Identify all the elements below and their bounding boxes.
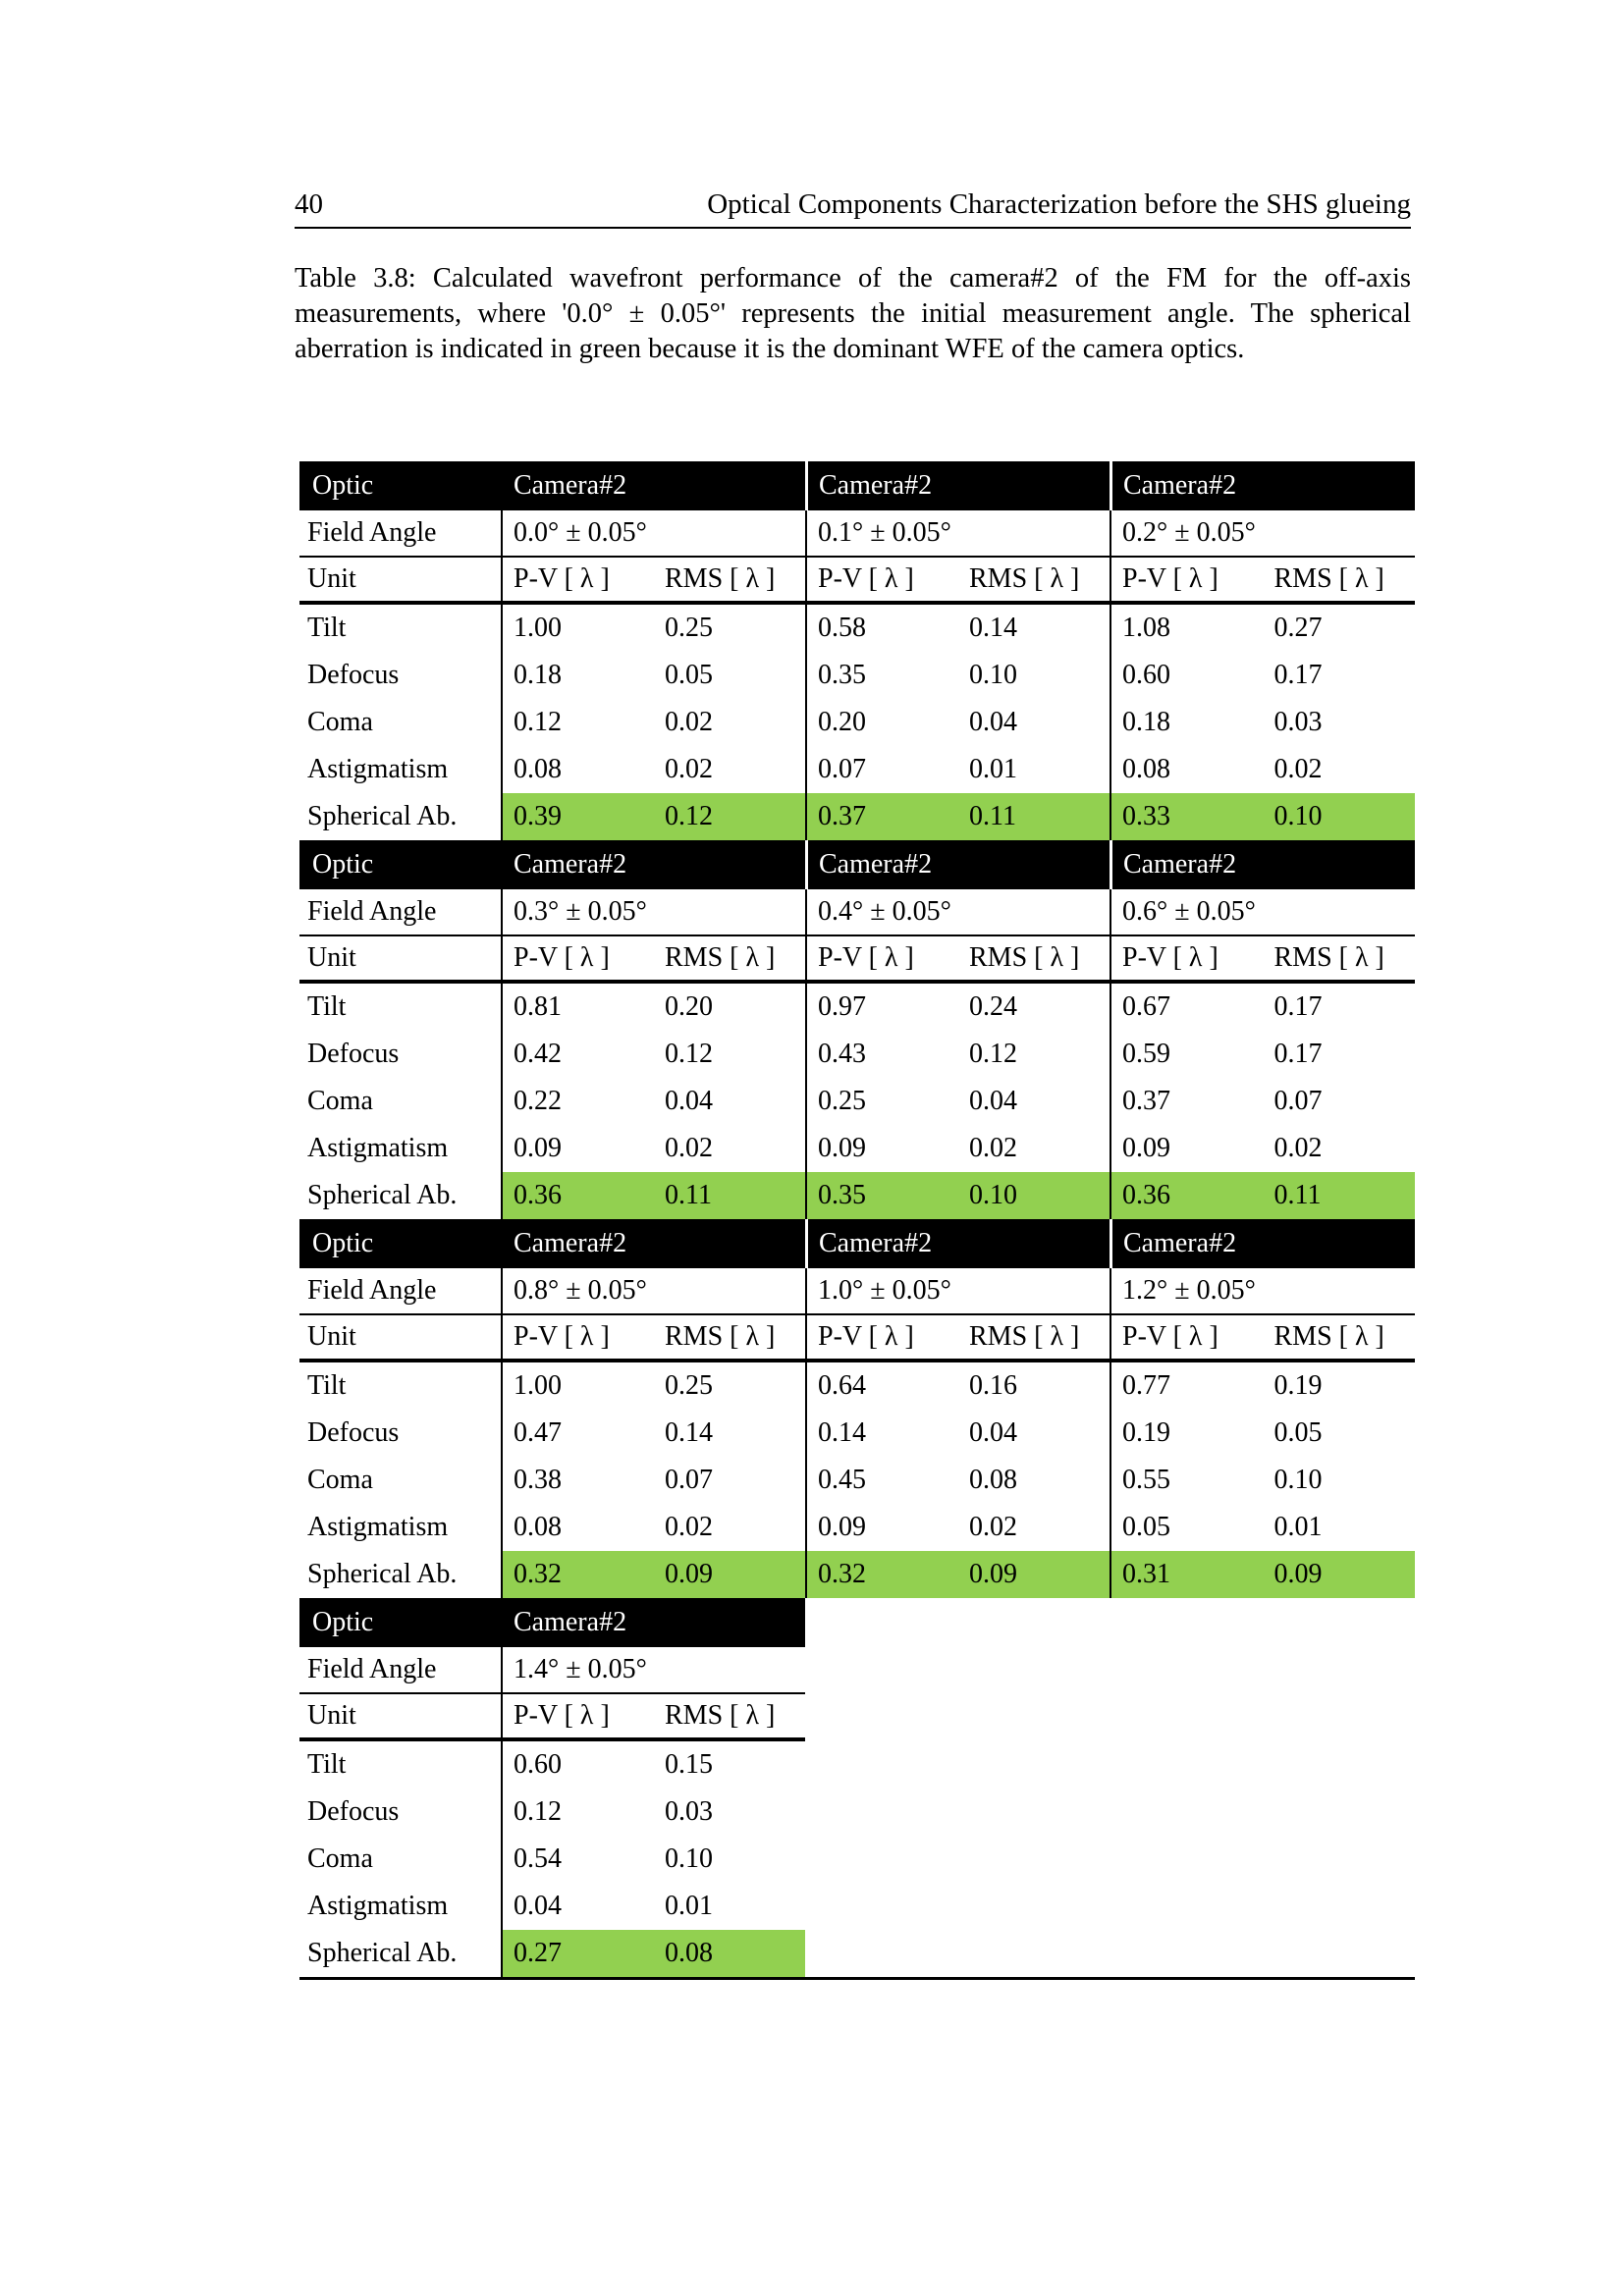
tilt-label: Tilt bbox=[307, 1370, 347, 1401]
unit-cell bbox=[501, 1694, 805, 1737]
astigmatism-row bbox=[299, 1883, 805, 1930]
rms-unit: RMS [ λ ] bbox=[969, 1321, 1080, 1352]
defocus-row bbox=[299, 1410, 1415, 1457]
field-angle-row bbox=[299, 889, 1415, 936]
defocus-values bbox=[1110, 1031, 1415, 1078]
pv-value: 0.54 bbox=[514, 1843, 562, 1874]
camera-header-cell bbox=[1110, 461, 1415, 510]
rms-unit: RMS [ λ ] bbox=[665, 1321, 776, 1352]
running-header bbox=[295, 188, 1411, 221]
rms-value: 0.11 bbox=[665, 1180, 712, 1210]
camera-header-cell bbox=[805, 461, 1110, 510]
rms-value: 0.19 bbox=[1273, 1370, 1323, 1401]
section1-header-row bbox=[299, 461, 1415, 510]
tilt-values bbox=[501, 1741, 805, 1789]
rms-value: 0.17 bbox=[1273, 991, 1323, 1022]
pv-value: 0.09 bbox=[818, 1512, 866, 1542]
pv-value: 0.05 bbox=[1122, 1512, 1170, 1542]
pv-unit: P-V [ λ ] bbox=[514, 942, 610, 973]
field-angle-value: 1.0° ± 0.05° bbox=[805, 1268, 1110, 1313]
tilt-label: Tilt bbox=[307, 991, 347, 1022]
field-angle-row bbox=[299, 510, 1415, 558]
tilt-values bbox=[501, 605, 805, 652]
rms-value: 0.10 bbox=[969, 1180, 1017, 1210]
rms-value: 0.04 bbox=[969, 1417, 1017, 1448]
table-section-1 bbox=[299, 461, 1415, 840]
spherical-values-highlighted bbox=[1110, 793, 1415, 840]
rms-unit: RMS [ λ ] bbox=[665, 1700, 776, 1731]
pv-value: 0.39 bbox=[514, 801, 562, 831]
coma-row bbox=[299, 1078, 1415, 1125]
coma-values bbox=[501, 1836, 805, 1883]
optic-header-label: Optic bbox=[312, 849, 374, 880]
unit-label: Unit bbox=[307, 1700, 356, 1731]
rms-value: 0.25 bbox=[665, 613, 713, 643]
unit-cell bbox=[805, 936, 1110, 980]
defocus-label: Defocus bbox=[307, 1039, 400, 1069]
coma-row bbox=[299, 1836, 805, 1883]
astigmatism-label: Astigmatism bbox=[307, 754, 449, 784]
rms-value: 0.03 bbox=[665, 1796, 713, 1827]
pv-unit: P-V [ λ ] bbox=[818, 942, 914, 973]
rms-unit: RMS [ λ ] bbox=[969, 942, 1080, 973]
rms-value: 0.01 bbox=[1273, 1512, 1323, 1542]
rms-value: 0.11 bbox=[1273, 1180, 1322, 1210]
pv-unit: P-V [ λ ] bbox=[1122, 563, 1218, 594]
rms-value: 0.09 bbox=[969, 1559, 1017, 1589]
pv-value: 0.58 bbox=[818, 613, 866, 643]
defocus-row bbox=[299, 652, 1415, 699]
defocus-values bbox=[805, 652, 1110, 699]
pv-value: 0.38 bbox=[514, 1465, 562, 1495]
tilt-row bbox=[299, 605, 1415, 652]
camera-header-label: Camera#2 bbox=[1123, 849, 1237, 880]
pv-value: 0.35 bbox=[818, 660, 866, 690]
rms-value: 0.01 bbox=[969, 754, 1017, 784]
rms-value: 0.04 bbox=[665, 1086, 713, 1116]
pv-unit: P-V [ λ ] bbox=[818, 1321, 914, 1352]
pv-value: 0.22 bbox=[514, 1086, 562, 1116]
rms-value: 0.15 bbox=[665, 1749, 713, 1780]
spherical-values-highlighted bbox=[501, 1930, 805, 1977]
field-angle-label: Field Angle bbox=[307, 517, 437, 548]
pv-value: 0.45 bbox=[818, 1465, 866, 1495]
field-angle-value: 0.6° ± 0.05° bbox=[1110, 889, 1415, 934]
spherical-values-highlighted bbox=[805, 1172, 1110, 1219]
pv-value: 0.60 bbox=[514, 1749, 562, 1780]
rms-value: 0.24 bbox=[969, 991, 1017, 1022]
pv-value: 0.25 bbox=[818, 1086, 866, 1116]
page-number: 40 bbox=[295, 188, 323, 220]
unit-cell bbox=[501, 936, 805, 980]
rms-unit: RMS [ λ ] bbox=[1273, 942, 1384, 973]
unit-cell bbox=[805, 558, 1110, 601]
pv-value: 0.19 bbox=[1122, 1417, 1170, 1448]
pv-value: 1.08 bbox=[1122, 613, 1170, 643]
pv-value: 0.12 bbox=[514, 707, 562, 737]
unit-row bbox=[299, 1694, 805, 1741]
pv-value: 0.55 bbox=[1122, 1465, 1170, 1495]
rms-value: 0.27 bbox=[1273, 613, 1323, 643]
caption-label: Table 3.8: bbox=[295, 263, 416, 294]
spherical-label: Spherical Ab. bbox=[307, 1938, 458, 1968]
rms-value: 0.04 bbox=[969, 1086, 1017, 1116]
rms-value: 0.04 bbox=[969, 707, 1017, 737]
rms-value: 0.02 bbox=[1273, 1133, 1323, 1163]
astigmatism-values bbox=[805, 1504, 1110, 1551]
camera-header-label: Camera#2 bbox=[819, 470, 933, 501]
unit-cell bbox=[805, 1315, 1110, 1359]
tilt-values bbox=[1110, 984, 1415, 1031]
spherical-values-highlighted bbox=[501, 793, 805, 840]
rms-value: 0.02 bbox=[665, 707, 713, 737]
astigmatism-row bbox=[299, 746, 1415, 793]
defocus-values bbox=[1110, 1410, 1415, 1457]
pv-value: 0.81 bbox=[514, 991, 562, 1022]
astigmatism-label: Astigmatism bbox=[307, 1133, 449, 1163]
pv-value: 1.00 bbox=[514, 1370, 562, 1401]
defocus-values bbox=[805, 1410, 1110, 1457]
pv-unit: P-V [ λ ] bbox=[1122, 942, 1218, 973]
pv-value: 0.32 bbox=[818, 1559, 866, 1589]
tilt-row bbox=[299, 1362, 1415, 1410]
coma-values bbox=[501, 699, 805, 746]
astigmatism-values bbox=[805, 746, 1110, 793]
pv-unit: P-V [ λ ] bbox=[514, 1700, 610, 1731]
spherical-label: Spherical Ab. bbox=[307, 1180, 458, 1210]
unit-row bbox=[299, 1315, 1415, 1362]
rms-value: 0.14 bbox=[969, 613, 1017, 643]
field-angle-value: 0.3° ± 0.05° bbox=[501, 889, 805, 934]
defocus-label: Defocus bbox=[307, 1417, 400, 1448]
rms-value: 0.05 bbox=[1273, 1417, 1323, 1448]
coma-row bbox=[299, 1457, 1415, 1504]
rms-value: 0.25 bbox=[665, 1370, 713, 1401]
rms-value: 0.01 bbox=[665, 1891, 713, 1921]
unit-cell bbox=[501, 558, 805, 601]
camera-header-cell bbox=[805, 1219, 1110, 1268]
spherical-label: Spherical Ab. bbox=[307, 1559, 458, 1589]
rms-unit: RMS [ λ ] bbox=[665, 563, 776, 594]
tilt-label: Tilt bbox=[307, 1749, 347, 1780]
pv-value: 0.09 bbox=[818, 1133, 866, 1163]
pv-value: 0.14 bbox=[818, 1417, 866, 1448]
defocus-label: Defocus bbox=[307, 1796, 400, 1827]
rms-value: 0.09 bbox=[665, 1559, 713, 1589]
pv-value: 0.64 bbox=[818, 1370, 866, 1401]
rms-value: 0.10 bbox=[1273, 801, 1323, 831]
tilt-values bbox=[501, 984, 805, 1031]
rms-unit: RMS [ λ ] bbox=[1273, 1321, 1384, 1352]
pv-value: 0.27 bbox=[514, 1938, 562, 1968]
spherical-values-highlighted bbox=[805, 1551, 1110, 1598]
defocus-values bbox=[1110, 652, 1415, 699]
pv-value: 0.67 bbox=[1122, 991, 1170, 1022]
astigmatism-values bbox=[1110, 1504, 1415, 1551]
field-angle-value: 0.0° ± 0.05° bbox=[501, 510, 805, 556]
pv-value: 0.77 bbox=[1122, 1370, 1170, 1401]
pv-value: 0.09 bbox=[514, 1133, 562, 1163]
rms-value: 0.02 bbox=[665, 754, 713, 784]
astigmatism-values bbox=[1110, 746, 1415, 793]
field-angle-label: Field Angle bbox=[307, 896, 437, 927]
optic-header-cell bbox=[299, 1219, 805, 1268]
field-angle-row bbox=[299, 1647, 805, 1694]
rms-value: 0.08 bbox=[665, 1938, 713, 1968]
camera-header-label: Camera#2 bbox=[514, 470, 627, 501]
astigmatism-label: Astigmatism bbox=[307, 1891, 449, 1921]
defocus-values bbox=[501, 1410, 805, 1457]
section2-header-row bbox=[299, 840, 1415, 889]
rms-value: 0.12 bbox=[665, 1039, 713, 1069]
camera-header-label: Camera#2 bbox=[819, 849, 933, 880]
spherical-row bbox=[299, 793, 1415, 840]
field-angle-value: 0.1° ± 0.05° bbox=[805, 510, 1110, 556]
rms-value: 0.12 bbox=[969, 1039, 1017, 1069]
coma-values bbox=[501, 1078, 805, 1125]
rms-value: 0.02 bbox=[969, 1133, 1017, 1163]
header-rule bbox=[295, 227, 1411, 229]
spherical-row bbox=[299, 1930, 805, 1977]
optic-header-cell bbox=[299, 1598, 805, 1647]
spherical-row bbox=[299, 1172, 1415, 1219]
tilt-row bbox=[299, 1741, 805, 1789]
camera-header-label: Camera#2 bbox=[1123, 470, 1237, 501]
unit-cell bbox=[1110, 558, 1415, 601]
field-angle-value: 0.8° ± 0.05° bbox=[501, 1268, 805, 1313]
rms-unit: RMS [ λ ] bbox=[1273, 563, 1384, 594]
caption-text: Calculated wavefront performance of the camera#2 of the FM for the off-axis measurements, where '0.0° ± 0.05°' represents the initial measurement angle. The spherical aberration is indicated in green because it is the dominant WFE of the camera optics. bbox=[295, 263, 1411, 364]
pv-value: 0.42 bbox=[514, 1039, 562, 1069]
tilt-values bbox=[805, 984, 1110, 1031]
rms-value: 0.08 bbox=[969, 1465, 1017, 1495]
unit-label: Unit bbox=[307, 563, 356, 594]
pv-value: 0.04 bbox=[514, 1891, 562, 1921]
camera-header-label: Camera#2 bbox=[1123, 1228, 1237, 1258]
camera-header-label: Camera#2 bbox=[819, 1228, 933, 1258]
wavefront-table bbox=[299, 461, 1415, 1980]
pv-value: 0.97 bbox=[818, 991, 866, 1022]
field-angle-label: Field Angle bbox=[307, 1654, 437, 1684]
pv-unit: P-V [ λ ] bbox=[514, 1321, 610, 1352]
pv-unit: P-V [ λ ] bbox=[514, 563, 610, 594]
pv-value: 0.59 bbox=[1122, 1039, 1170, 1069]
rms-value: 0.14 bbox=[665, 1417, 713, 1448]
coma-values bbox=[805, 1457, 1110, 1504]
astigmatism-values bbox=[1110, 1125, 1415, 1172]
astigmatism-values bbox=[501, 746, 805, 793]
optic-header-label: Optic bbox=[312, 1607, 374, 1637]
spherical-values-highlighted bbox=[501, 1172, 805, 1219]
rms-value: 0.02 bbox=[665, 1512, 713, 1542]
pv-value: 0.18 bbox=[514, 660, 562, 690]
unit-cell bbox=[1110, 936, 1415, 980]
camera-header-label: Camera#2 bbox=[514, 1228, 627, 1258]
pv-unit: P-V [ λ ] bbox=[1122, 1321, 1218, 1352]
rms-value: 0.07 bbox=[1273, 1086, 1323, 1116]
defocus-values bbox=[805, 1031, 1110, 1078]
astigmatism-row bbox=[299, 1125, 1415, 1172]
table-section-4 bbox=[299, 1598, 1415, 1977]
optic-header-cell bbox=[299, 461, 805, 510]
field-angle-value: 1.4° ± 0.05° bbox=[501, 1647, 805, 1692]
coma-label: Coma bbox=[307, 1843, 373, 1874]
spherical-label: Spherical Ab. bbox=[307, 801, 458, 831]
astigmatism-values bbox=[501, 1125, 805, 1172]
coma-values bbox=[1110, 1078, 1415, 1125]
field-angle-row bbox=[299, 1268, 1415, 1315]
rms-value: 0.17 bbox=[1273, 1039, 1323, 1069]
rms-unit: RMS [ λ ] bbox=[969, 563, 1080, 594]
rms-value: 0.03 bbox=[1273, 707, 1323, 737]
unit-cell bbox=[1110, 1315, 1415, 1359]
field-angle-value: 1.2° ± 0.05° bbox=[1110, 1268, 1415, 1313]
rms-value: 0.10 bbox=[1273, 1465, 1323, 1495]
pv-value: 0.20 bbox=[818, 707, 866, 737]
field-angle-value: 0.4° ± 0.05° bbox=[805, 889, 1110, 934]
tilt-label: Tilt bbox=[307, 613, 347, 643]
rms-value: 0.16 bbox=[969, 1370, 1017, 1401]
pv-value: 0.60 bbox=[1122, 660, 1170, 690]
running-title: Optical Components Characterization before the SHS glueing bbox=[707, 188, 1411, 220]
rms-value: 0.10 bbox=[969, 660, 1017, 690]
optic-header-label: Optic bbox=[312, 470, 374, 501]
pv-value: 0.33 bbox=[1122, 801, 1170, 831]
astigmatism-values bbox=[501, 1504, 805, 1551]
pv-value: 0.18 bbox=[1122, 707, 1170, 737]
coma-values bbox=[501, 1457, 805, 1504]
unit-label: Unit bbox=[307, 1321, 356, 1352]
pv-value: 0.07 bbox=[818, 754, 866, 784]
coma-values bbox=[1110, 699, 1415, 746]
optic-header-cell bbox=[299, 840, 805, 889]
pv-value: 0.31 bbox=[1122, 1559, 1170, 1589]
astigmatism-label: Astigmatism bbox=[307, 1512, 449, 1542]
coma-label: Coma bbox=[307, 1086, 373, 1116]
spherical-values-highlighted bbox=[501, 1551, 805, 1598]
coma-row bbox=[299, 699, 1415, 746]
camera-header-label: Camera#2 bbox=[514, 1607, 627, 1637]
field-angle-label: Field Angle bbox=[307, 1275, 437, 1306]
camera-header-cell bbox=[1110, 840, 1415, 889]
tilt-values bbox=[501, 1362, 805, 1410]
defocus-values bbox=[501, 1789, 805, 1836]
coma-values bbox=[1110, 1457, 1415, 1504]
rms-value: 0.10 bbox=[665, 1843, 713, 1874]
pv-value: 0.37 bbox=[818, 801, 866, 831]
pv-value: 0.37 bbox=[1122, 1086, 1170, 1116]
section3-header-row bbox=[299, 1219, 1415, 1268]
rms-value: 0.07 bbox=[665, 1465, 713, 1495]
rms-value: 0.11 bbox=[969, 801, 1016, 831]
astigmatism-values bbox=[805, 1125, 1110, 1172]
defocus-row bbox=[299, 1031, 1415, 1078]
tilt-row bbox=[299, 984, 1415, 1031]
rms-value: 0.02 bbox=[665, 1133, 713, 1163]
unit-label: Unit bbox=[307, 942, 356, 973]
spherical-row bbox=[299, 1551, 1415, 1598]
section4-header-row bbox=[299, 1598, 1415, 1647]
tilt-values bbox=[805, 605, 1110, 652]
pv-value: 1.00 bbox=[514, 613, 562, 643]
coma-values bbox=[805, 699, 1110, 746]
table-caption bbox=[295, 261, 1411, 367]
pv-value: 0.36 bbox=[1122, 1180, 1170, 1210]
astigmatism-values bbox=[501, 1883, 805, 1930]
coma-label: Coma bbox=[307, 1465, 373, 1495]
rms-value: 0.02 bbox=[1273, 754, 1323, 784]
pv-value: 0.43 bbox=[818, 1039, 866, 1069]
astigmatism-row bbox=[299, 1504, 1415, 1551]
coma-label: Coma bbox=[307, 707, 373, 737]
tilt-values bbox=[805, 1362, 1110, 1410]
unit-cell bbox=[501, 1315, 805, 1359]
table-section-3 bbox=[299, 1219, 1415, 1598]
pv-value: 0.36 bbox=[514, 1180, 562, 1210]
field-angle-value: 0.2° ± 0.05° bbox=[1110, 510, 1415, 556]
pv-value: 0.32 bbox=[514, 1559, 562, 1589]
pv-value: 0.12 bbox=[514, 1796, 562, 1827]
camera-header-cell bbox=[805, 840, 1110, 889]
tilt-values bbox=[1110, 605, 1415, 652]
rms-unit: RMS [ λ ] bbox=[665, 942, 776, 973]
unit-row bbox=[299, 558, 1415, 605]
rms-value: 0.05 bbox=[665, 660, 713, 690]
table-section-2 bbox=[299, 840, 1415, 1219]
pv-value: 0.47 bbox=[514, 1417, 562, 1448]
unit-row bbox=[299, 936, 1415, 984]
coma-values bbox=[805, 1078, 1110, 1125]
defocus-values bbox=[501, 1031, 805, 1078]
defocus-label: Defocus bbox=[307, 660, 400, 690]
rms-value: 0.20 bbox=[665, 991, 713, 1022]
camera-header-label: Camera#2 bbox=[514, 849, 627, 880]
rms-value: 0.09 bbox=[1273, 1559, 1323, 1589]
camera-header-cell bbox=[1110, 1219, 1415, 1268]
pv-unit: P-V [ λ ] bbox=[818, 563, 914, 594]
defocus-row bbox=[299, 1789, 805, 1836]
defocus-values bbox=[501, 652, 805, 699]
rms-value: 0.17 bbox=[1273, 660, 1323, 690]
spherical-values-highlighted bbox=[805, 793, 1110, 840]
optic-header-label: Optic bbox=[312, 1228, 374, 1258]
pv-value: 0.35 bbox=[818, 1180, 866, 1210]
pv-value: 0.08 bbox=[514, 1512, 562, 1542]
spherical-values-highlighted bbox=[1110, 1551, 1415, 1598]
spherical-values-highlighted bbox=[1110, 1172, 1415, 1219]
table-bottom-rule bbox=[299, 1977, 1415, 1980]
tilt-values bbox=[1110, 1362, 1415, 1410]
rms-value: 0.02 bbox=[969, 1512, 1017, 1542]
pv-value: 0.08 bbox=[1122, 754, 1170, 784]
pv-value: 0.08 bbox=[514, 754, 562, 784]
pv-value: 0.09 bbox=[1122, 1133, 1170, 1163]
rms-value: 0.12 bbox=[665, 801, 713, 831]
